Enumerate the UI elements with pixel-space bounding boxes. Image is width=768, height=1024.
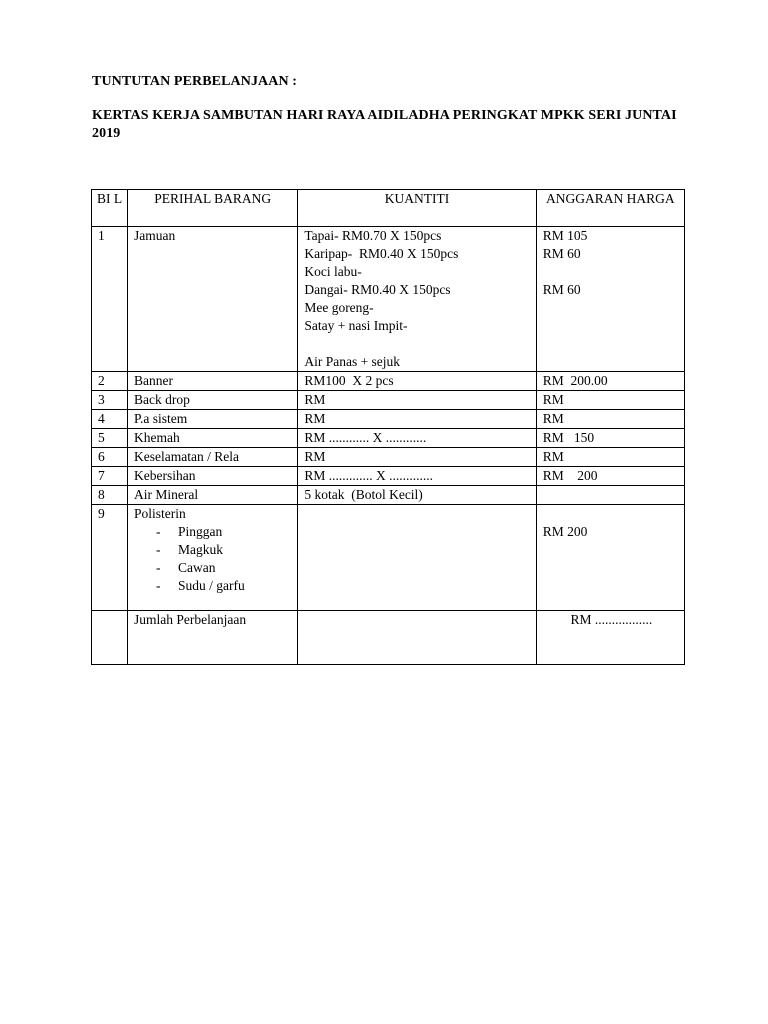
cell-harga <box>536 391 684 410</box>
quantity-line: Satay + nasi Impit- <box>304 318 408 333</box>
cell-harga <box>536 410 684 429</box>
quantity-value: RM <box>304 392 326 407</box>
price-value: RM 200.00 <box>542 373 608 388</box>
table-row <box>92 467 685 486</box>
cell-kuantiti <box>298 227 536 372</box>
document-subtitle: KERTAS KERJA SAMBUTAN HARI RAYA AIDILADHA PERINGKAT MPKK SERI JUNTAI 2019 <box>92 108 677 141</box>
total-row <box>92 611 685 665</box>
quantity-line: Koci labu- <box>304 264 362 279</box>
header-perihal: PERIHAL BARANG <box>128 190 298 227</box>
quantity-value: 5 kotak (Botol Kecil) <box>304 487 423 502</box>
quantity-value: RM <box>304 449 326 464</box>
price-line: RM 60 <box>542 282 581 297</box>
cell-kuantiti <box>298 372 536 391</box>
cell-bil <box>92 611 128 665</box>
cell-kuantiti <box>298 611 536 665</box>
cell-kuantiti <box>298 410 536 429</box>
quantity-value: RM100 X 2 pcs <box>304 373 394 388</box>
table-row <box>92 486 685 505</box>
cell-bil: 8 <box>92 486 128 505</box>
cell-kuantiti <box>298 467 536 486</box>
table-header-row <box>92 190 685 227</box>
cell-kuantiti <box>298 429 536 448</box>
price-value: RM <box>542 392 564 407</box>
table-row <box>92 410 685 429</box>
cell-perihal: Khemah <box>128 429 298 448</box>
cell-kuantiti <box>298 391 536 410</box>
header-kuantiti: KUANTITI <box>298 190 536 227</box>
cell-perihal: Jamuan <box>128 227 298 372</box>
cell-kuantiti <box>298 448 536 467</box>
item-heading: Polisterin <box>134 506 186 521</box>
quantity-value: RM ............ X ............ <box>304 430 427 445</box>
cell-bil: 7 <box>92 467 128 486</box>
cell-perihal: Keselamatan / Rela <box>128 448 298 467</box>
price-value: RM 150 <box>542 430 595 445</box>
cell-bil: 1 <box>92 227 128 372</box>
cell-harga <box>536 486 684 505</box>
cell-perihal: Air Mineral <box>128 486 298 505</box>
quantity-line: Air Panas + sejuk <box>304 354 401 369</box>
price-value: RM 200 <box>542 524 588 539</box>
price-value: RM <box>542 449 564 464</box>
cell-bil: 4 <box>92 410 128 429</box>
cell-kuantiti <box>298 505 536 611</box>
cell-harga <box>536 448 684 467</box>
cell-harga <box>536 227 684 372</box>
table-row <box>92 505 685 611</box>
list-item: - Magkuk <box>156 542 224 557</box>
cell-bil: 2 <box>92 372 128 391</box>
price-line: RM 105 <box>542 228 588 243</box>
quantity-value: RM ............. X ............. <box>304 468 433 483</box>
list-item: - Cawan <box>156 560 216 575</box>
table-row <box>92 372 685 391</box>
list-item: - Pinggan <box>156 524 223 539</box>
table-row <box>92 227 685 372</box>
list-item: - Sudu / garfu <box>156 578 245 593</box>
cell-perihal: P.a sistem <box>128 410 298 429</box>
header-bil: BI L <box>92 190 128 227</box>
cell-bil: 6 <box>92 448 128 467</box>
cell-harga <box>536 467 684 486</box>
quantity-line: Tapai- RM0.70 X 150pcs <box>304 228 442 243</box>
sub-item-list <box>134 523 293 595</box>
cell-kuantiti <box>298 486 536 505</box>
cell-perihal: Banner <box>128 372 298 391</box>
document-title: TUNTUTAN PERBELANJAAN : <box>92 74 298 89</box>
table-row <box>92 429 685 448</box>
table-row <box>92 448 685 467</box>
cell-perihal <box>128 505 298 611</box>
price-line: RM 60 <box>542 246 581 261</box>
expense-table <box>91 189 685 665</box>
total-value: RM ................. <box>570 612 653 627</box>
cell-perihal: Kebersihan <box>128 467 298 486</box>
header-anggaran: ANGGARAN HARGA <box>536 190 684 227</box>
cell-bil: 9 <box>92 505 128 611</box>
cell-harga <box>536 429 684 448</box>
quantity-line: Mee goreng- <box>304 300 374 315</box>
price-value: RM <box>542 411 564 426</box>
cell-bil: 5 <box>92 429 128 448</box>
total-cell <box>536 611 684 665</box>
cell-perihal: Back drop <box>128 391 298 410</box>
table-row <box>92 391 685 410</box>
cell-harga <box>536 372 684 391</box>
price-value: RM 200 <box>542 468 598 483</box>
quantity-value: RM <box>304 411 326 426</box>
quantity-line: Karipap- RM0.40 X 150pcs <box>304 246 459 261</box>
total-label: Jumlah Perbelanjaan <box>128 611 298 665</box>
cell-harga <box>536 505 684 611</box>
cell-bil: 3 <box>92 391 128 410</box>
quantity-line: Dangai- RM0.40 X 150pcs <box>304 282 451 297</box>
